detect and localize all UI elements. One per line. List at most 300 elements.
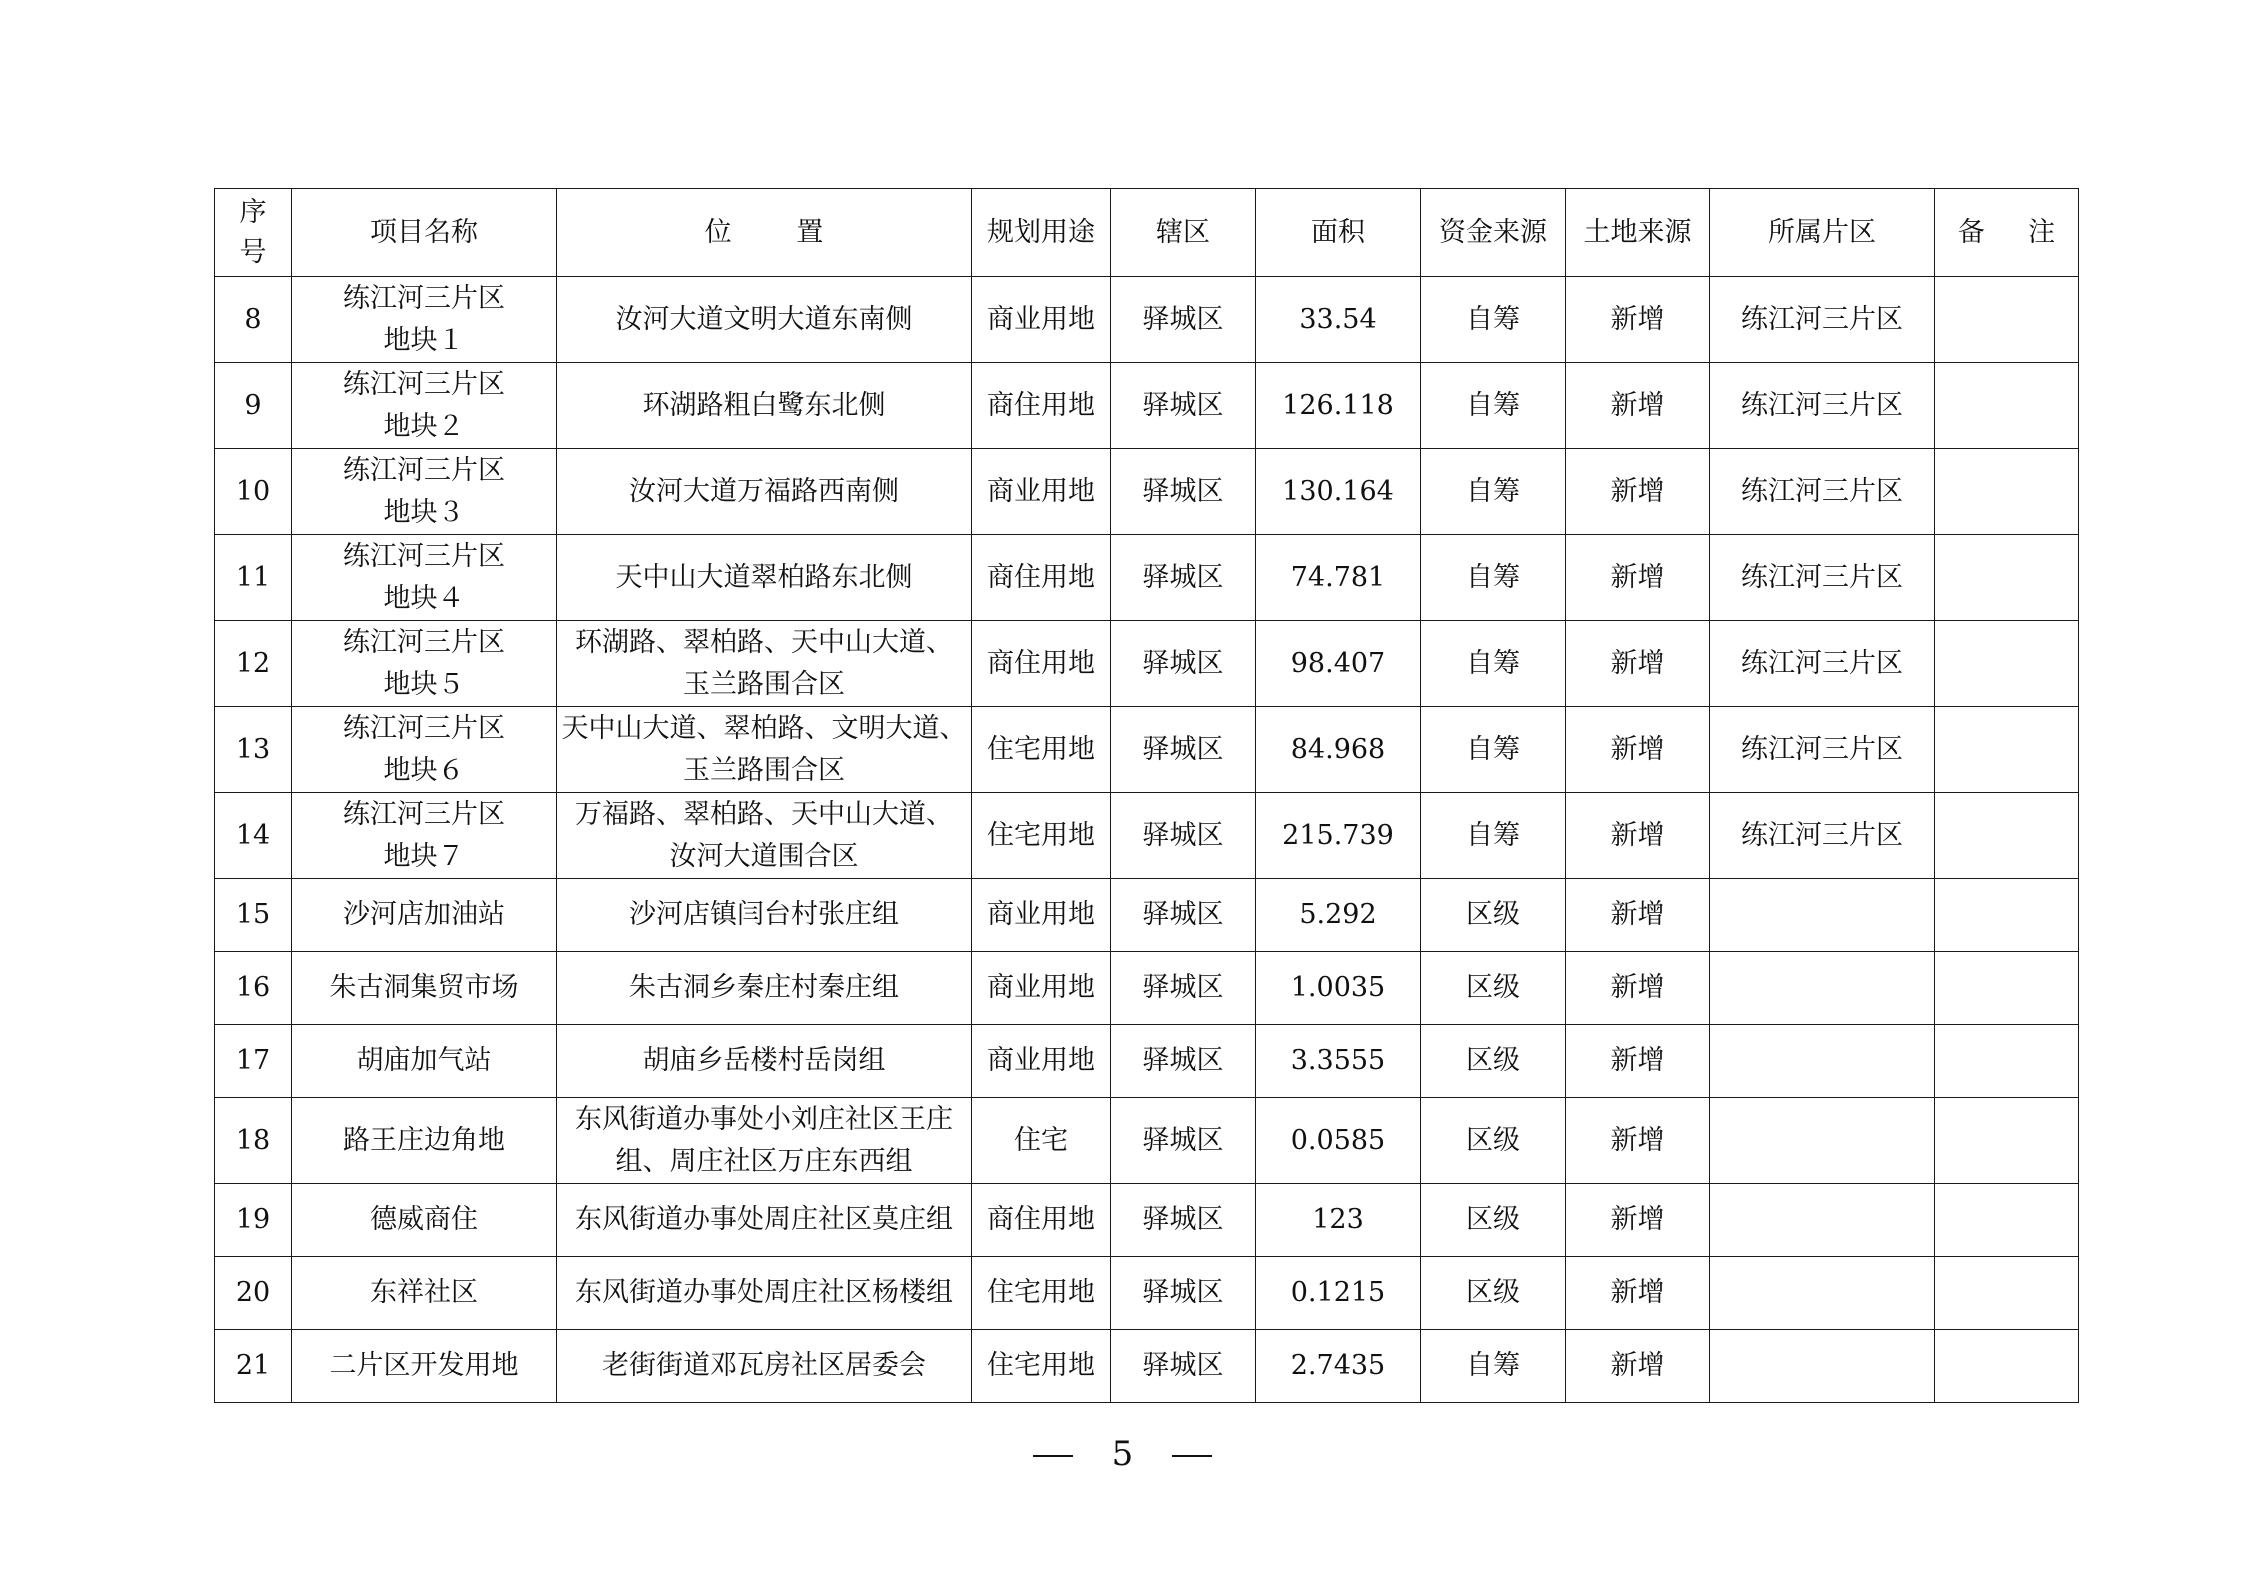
cell-zone	[1710, 1098, 1935, 1184]
cell-seq	[215, 1098, 292, 1184]
cell-land-text: 新增	[1610, 561, 1665, 593]
cell-land	[1566, 1184, 1710, 1257]
cell-land-text: 新增	[1610, 899, 1665, 930]
cell-location-line: 组、周庄社区万庄东西组	[615, 1145, 913, 1177]
header-remark	[1935, 189, 2099, 277]
cell-district-text: 驿城区	[1142, 972, 1224, 1003]
cell-location	[557, 707, 972, 793]
cell-usage	[972, 793, 1111, 879]
cell-district	[1111, 277, 1256, 363]
cell-usage-line: 商业用地	[987, 972, 1095, 1003]
cell-area-text: 74.781	[1290, 561, 1386, 593]
cell-usage-line: 住宅用地	[987, 819, 1095, 851]
cell-fund	[1421, 1098, 1566, 1184]
cell-fund	[1421, 1184, 1566, 1257]
cell-area-text: 0.1215	[1290, 1277, 1386, 1308]
cell-land-text: 新增	[1610, 819, 1665, 851]
cell-name-line: 地块３	[383, 496, 465, 528]
cell-zone	[1710, 1257, 1935, 1330]
cell-fund-text: 区级	[1466, 1277, 1520, 1308]
cell-name-line: 练江河三片区	[343, 712, 505, 744]
header-location	[557, 189, 972, 277]
table-row	[215, 1330, 2079, 1403]
cell-area	[1256, 363, 1421, 449]
cell-district	[1111, 449, 1256, 535]
cell-land	[1566, 1257, 1710, 1330]
cell-fund-text: 自筹	[1466, 819, 1520, 851]
cell-usage-line: 住宅	[1014, 1124, 1068, 1156]
cell-land-text: 新增	[1610, 647, 1665, 679]
cell-district	[1111, 1330, 1256, 1403]
cell-area-text: 123	[1312, 1204, 1364, 1235]
cell-zone	[1710, 363, 1935, 449]
cell-seq	[215, 535, 292, 621]
cell-area-text: 0.0585	[1290, 1124, 1386, 1156]
cell-name	[292, 1025, 557, 1098]
cell-remark	[1935, 535, 2079, 621]
cell-district-text: 驿城区	[1142, 1277, 1224, 1308]
cell-zone-text: 练江河三片区	[1741, 819, 1903, 851]
cell-area-text: 84.968	[1290, 733, 1386, 765]
land-project-table	[214, 188, 2099, 1403]
cell-area	[1256, 1025, 1421, 1098]
cell-area-text: 1.0035	[1290, 972, 1386, 1003]
cell-location-line: 玉兰路围合区	[683, 668, 845, 700]
cell-fund-text: 自筹	[1466, 303, 1520, 335]
cell-name-line: 地块５	[383, 668, 465, 700]
cell-district	[1111, 952, 1256, 1025]
cell-usage	[972, 535, 1111, 621]
cell-land-text: 新增	[1610, 972, 1665, 1003]
table-body	[215, 277, 2079, 1403]
cell-location-line: 环湖路粗白鹭东北侧	[642, 389, 886, 421]
cell-seq-text: 11	[235, 561, 271, 593]
cell-zone-text: 练江河三片区	[1741, 389, 1903, 421]
cell-name	[292, 879, 557, 952]
cell-zone	[1710, 1025, 1935, 1098]
cell-location-line: 天中山大道、翠柏路、文明大道、	[561, 712, 967, 744]
cell-name-line: 练江河三片区	[343, 626, 505, 658]
cell-name	[292, 449, 557, 535]
cell-location-line: 汝河大道文明大道东南侧	[615, 303, 913, 335]
cell-district	[1111, 1184, 1256, 1257]
cell-remark	[1935, 952, 2079, 1025]
cell-land-text: 新增	[1610, 1277, 1665, 1308]
cell-location	[557, 449, 972, 535]
cell-name-line: 沙河店加油站	[343, 899, 505, 930]
cell-location	[557, 1098, 972, 1184]
cell-land-text: 新增	[1610, 1350, 1665, 1381]
cell-seq-text: 10	[235, 475, 271, 507]
cell-area	[1256, 621, 1421, 707]
cell-fund-text: 自筹	[1466, 389, 1520, 421]
cell-zone	[1710, 1184, 1935, 1257]
cell-location	[557, 535, 972, 621]
header-remark-text: 备注	[1957, 216, 2099, 248]
page-number: 5	[1111, 1434, 1134, 1474]
cell-district-text: 驿城区	[1142, 389, 1224, 421]
table-row	[215, 1184, 2079, 1257]
cell-district-text: 驿城区	[1142, 733, 1224, 765]
cell-location-line: 汝河大道万福路西南侧	[629, 475, 899, 507]
footer-dash-left	[1033, 1455, 1073, 1457]
cell-land	[1566, 707, 1710, 793]
cell-usage-line: 商住用地	[987, 1204, 1095, 1235]
cell-seq-text: 9	[244, 389, 262, 421]
cell-fund-text: 自筹	[1466, 475, 1520, 507]
header-usage	[972, 189, 1111, 277]
cell-district-text: 驿城区	[1142, 899, 1224, 930]
cell-land-text: 新增	[1610, 1045, 1665, 1076]
cell-land-text: 新增	[1610, 1204, 1665, 1235]
cell-name	[292, 621, 557, 707]
cell-zone	[1710, 621, 1935, 707]
cell-land	[1566, 535, 1710, 621]
page-footer	[0, 1432, 2245, 1476]
header-area	[1256, 189, 1421, 277]
cell-location	[557, 952, 972, 1025]
cell-fund-text: 区级	[1466, 972, 1520, 1003]
header-seq	[215, 189, 292, 277]
cell-land	[1566, 621, 1710, 707]
cell-location-line: 汝河大道围合区	[669, 840, 859, 872]
cell-name	[292, 1184, 557, 1257]
cell-area-text: 130.164	[1282, 475, 1394, 507]
cell-name-line: 地块４	[383, 582, 465, 614]
header-district	[1111, 189, 1256, 277]
table-row	[215, 535, 2079, 621]
cell-seq	[215, 1184, 292, 1257]
cell-location	[557, 363, 972, 449]
cell-name-line: 胡庙加气站	[356, 1045, 492, 1076]
cell-seq-text: 17	[235, 1045, 271, 1076]
cell-name-line: 练江河三片区	[343, 454, 505, 486]
cell-usage	[972, 363, 1111, 449]
cell-usage	[972, 1257, 1111, 1330]
cell-area	[1256, 1184, 1421, 1257]
cell-seq	[215, 449, 292, 535]
cell-area	[1256, 1330, 1421, 1403]
cell-name-line: 练江河三片区	[343, 368, 505, 400]
cell-location	[557, 277, 972, 363]
table-row	[215, 707, 2079, 793]
cell-zone	[1710, 449, 1935, 535]
header-zone-text: 所属片区	[1768, 216, 1876, 248]
cell-district-text: 驿城区	[1142, 475, 1224, 507]
cell-remark	[1935, 793, 2079, 879]
cell-seq-text: 13	[235, 733, 271, 765]
cell-name	[292, 1330, 557, 1403]
cell-district-text: 驿城区	[1142, 303, 1224, 335]
cell-fund	[1421, 707, 1566, 793]
cell-district	[1111, 879, 1256, 952]
cell-remark	[1935, 1098, 2079, 1184]
header-land-text: 土地来源	[1583, 216, 1692, 248]
cell-usage	[972, 449, 1111, 535]
cell-fund-text: 自筹	[1466, 733, 1520, 765]
cell-usage	[972, 1330, 1111, 1403]
cell-name	[292, 793, 557, 879]
table-row	[215, 1098, 2079, 1184]
cell-remark	[1935, 1025, 2079, 1098]
cell-zone-text: 练江河三片区	[1741, 561, 1903, 593]
cell-usage-line: 商住用地	[987, 647, 1095, 679]
cell-fund	[1421, 621, 1566, 707]
cell-location-line: 东风街道办事处周庄社区莫庄组	[575, 1204, 953, 1235]
cell-usage	[972, 1184, 1111, 1257]
header-name-text: 项目名称	[370, 216, 478, 248]
cell-location-line: 胡庙乡岳楼村岳岗组	[642, 1045, 886, 1076]
cell-remark	[1935, 1257, 2079, 1330]
cell-name-line: 路王庄边角地	[343, 1124, 505, 1156]
cell-seq-text: 14	[235, 819, 271, 851]
cell-land-text: 新增	[1610, 1124, 1665, 1156]
cell-name-line: 地块６	[383, 754, 465, 786]
cell-name	[292, 1257, 557, 1330]
cell-usage-line: 住宅用地	[987, 733, 1095, 765]
cell-land	[1566, 1098, 1710, 1184]
cell-name	[292, 277, 557, 363]
cell-fund-text: 区级	[1466, 1124, 1520, 1156]
cell-usage	[972, 1025, 1111, 1098]
cell-land	[1566, 1025, 1710, 1098]
cell-land	[1566, 363, 1710, 449]
cell-usage-line: 商住用地	[987, 561, 1095, 593]
cell-name-line: 德威商住	[370, 1204, 478, 1235]
cell-zone	[1710, 707, 1935, 793]
cell-seq	[215, 621, 292, 707]
cell-location-line: 老街街道邓瓦房社区居委会	[602, 1350, 926, 1381]
cell-area	[1256, 879, 1421, 952]
cell-area	[1256, 952, 1421, 1025]
header-usage-text: 规划用途	[987, 216, 1095, 248]
cell-usage-line: 住宅用地	[987, 1277, 1095, 1308]
cell-name-line: 练江河三片区	[343, 540, 505, 572]
cell-district	[1111, 707, 1256, 793]
cell-fund	[1421, 363, 1566, 449]
cell-fund-text: 自筹	[1466, 647, 1520, 679]
table-row	[215, 1025, 2079, 1098]
cell-fund	[1421, 277, 1566, 363]
cell-seq	[215, 1257, 292, 1330]
cell-seq	[215, 793, 292, 879]
cell-name-line: 地块１	[383, 324, 465, 356]
cell-area-text: 33.54	[1299, 303, 1377, 335]
cell-fund	[1421, 879, 1566, 952]
header-district-text: 辖区	[1156, 216, 1210, 248]
cell-location-line: 环湖路、翠柏路、天中山大道、	[575, 626, 953, 658]
cell-district	[1111, 363, 1256, 449]
cell-usage	[972, 1098, 1111, 1184]
cell-land-text: 新增	[1610, 475, 1665, 507]
cell-remark	[1935, 1330, 2079, 1403]
cell-usage	[972, 621, 1111, 707]
cell-remark	[1935, 879, 2079, 952]
cell-usage-line: 住宅用地	[987, 1350, 1095, 1381]
cell-location	[557, 1257, 972, 1330]
table-row	[215, 879, 2079, 952]
cell-seq-text: 8	[244, 303, 262, 335]
table-row	[215, 952, 2079, 1025]
cell-name-line: 东祥社区	[370, 1277, 478, 1308]
cell-seq	[215, 1025, 292, 1098]
header-land	[1566, 189, 1710, 277]
cell-district-text: 驿城区	[1142, 647, 1224, 679]
cell-district	[1111, 1257, 1256, 1330]
header-name	[292, 189, 557, 277]
cell-name-line: 朱古洞集贸市场	[329, 972, 519, 1003]
cell-location	[557, 1184, 972, 1257]
cell-location-line: 玉兰路围合区	[683, 754, 845, 786]
cell-fund-text: 区级	[1466, 1045, 1520, 1076]
cell-land	[1566, 449, 1710, 535]
header-zone	[1710, 189, 1935, 277]
cell-district	[1111, 793, 1256, 879]
cell-district-text: 驿城区	[1142, 1350, 1224, 1381]
cell-zone	[1710, 952, 1935, 1025]
cell-name-line: 练江河三片区	[343, 282, 505, 314]
cell-seq	[215, 363, 292, 449]
cell-name	[292, 707, 557, 793]
cell-fund	[1421, 793, 1566, 879]
cell-location-line: 朱古洞乡秦庄村秦庄组	[629, 972, 899, 1003]
cell-zone	[1710, 277, 1935, 363]
cell-usage	[972, 707, 1111, 793]
cell-land	[1566, 1330, 1710, 1403]
cell-remark	[1935, 1184, 2079, 1257]
cell-location-line: 天中山大道翠柏路东北侧	[615, 561, 913, 593]
cell-location-line: 东风街道办事处小刘庄社区王庄	[575, 1103, 953, 1135]
cell-location	[557, 879, 972, 952]
cell-seq	[215, 879, 292, 952]
cell-area	[1256, 793, 1421, 879]
cell-name	[292, 1098, 557, 1184]
cell-area	[1256, 707, 1421, 793]
cell-seq-text: 19	[235, 1204, 271, 1235]
cell-district	[1111, 535, 1256, 621]
cell-location-line: 东风街道办事处周庄社区杨楼组	[575, 1277, 953, 1308]
cell-fund	[1421, 1025, 1566, 1098]
cell-fund	[1421, 449, 1566, 535]
cell-area-text: 126.118	[1282, 389, 1394, 421]
cell-area-text: 98.407	[1290, 647, 1386, 679]
cell-area	[1256, 449, 1421, 535]
cell-seq-text: 18	[235, 1124, 271, 1156]
cell-seq-text: 15	[235, 899, 271, 930]
cell-location	[557, 1025, 972, 1098]
cell-area-text: 215.739	[1282, 819, 1394, 851]
cell-usage	[972, 879, 1111, 952]
cell-zone-text: 练江河三片区	[1741, 303, 1903, 335]
cell-land	[1566, 277, 1710, 363]
cell-area-text: 3.3555	[1290, 1045, 1386, 1076]
cell-seq-text: 16	[235, 972, 271, 1003]
cell-zone	[1710, 879, 1935, 952]
table-row	[215, 793, 2079, 879]
cell-land-text: 新增	[1610, 303, 1665, 335]
cell-name	[292, 952, 557, 1025]
header-fund	[1421, 189, 1566, 277]
cell-zone	[1710, 535, 1935, 621]
cell-fund-text: 自筹	[1466, 561, 1520, 593]
header-fund-text: 资金来源	[1439, 216, 1547, 248]
cell-location	[557, 621, 972, 707]
cell-seq	[215, 952, 292, 1025]
cell-seq-text: 20	[235, 1277, 271, 1308]
cell-remark	[1935, 449, 2079, 535]
cell-fund	[1421, 952, 1566, 1025]
cell-district	[1111, 1025, 1256, 1098]
table-row	[215, 449, 2079, 535]
cell-area	[1256, 535, 1421, 621]
cell-land	[1566, 793, 1710, 879]
cell-usage-line: 商业用地	[987, 303, 1095, 335]
cell-name-line: 二片区开发用地	[329, 1350, 519, 1381]
table-header-row	[215, 189, 2079, 277]
cell-seq	[215, 707, 292, 793]
cell-district-text: 驿城区	[1142, 561, 1224, 593]
cell-district-text: 驿城区	[1142, 819, 1224, 851]
cell-usage-line: 商住用地	[987, 389, 1095, 421]
cell-seq	[215, 277, 292, 363]
cell-zone	[1710, 793, 1935, 879]
cell-seq-text: 12	[235, 647, 271, 679]
cell-location-line: 万福路、翠柏路、天中山大道、	[575, 798, 953, 830]
cell-fund-text: 区级	[1466, 899, 1520, 930]
table-row	[215, 621, 2079, 707]
cell-zone-text: 练江河三片区	[1741, 475, 1903, 507]
cell-area	[1256, 1098, 1421, 1184]
cell-seq-text: 21	[235, 1350, 271, 1381]
cell-district	[1111, 621, 1256, 707]
cell-usage	[972, 952, 1111, 1025]
cell-remark	[1935, 621, 2079, 707]
cell-fund	[1421, 1330, 1566, 1403]
cell-zone-text: 练江河三片区	[1741, 733, 1903, 765]
cell-fund-text: 自筹	[1466, 1350, 1520, 1381]
cell-name	[292, 535, 557, 621]
cell-land	[1566, 879, 1710, 952]
cell-district-text: 驿城区	[1142, 1204, 1224, 1235]
cell-remark	[1935, 277, 2079, 363]
cell-fund	[1421, 1257, 1566, 1330]
cell-district-text: 驿城区	[1142, 1045, 1224, 1076]
cell-remark	[1935, 363, 2079, 449]
table-row	[215, 277, 2079, 363]
cell-zone	[1710, 1330, 1935, 1403]
cell-land	[1566, 952, 1710, 1025]
table-row	[215, 363, 2079, 449]
cell-area	[1256, 1257, 1421, 1330]
cell-usage-line: 商业用地	[987, 1045, 1095, 1076]
cell-area	[1256, 277, 1421, 363]
cell-fund-text: 区级	[1466, 1204, 1520, 1235]
header-seq-text: 序号	[239, 196, 267, 268]
cell-location-line: 沙河店镇闫台村张庄组	[629, 899, 899, 930]
cell-name-line: 地块２	[383, 410, 465, 442]
footer-dash-right	[1172, 1455, 1212, 1457]
cell-fund	[1421, 535, 1566, 621]
cell-seq	[215, 1330, 292, 1403]
cell-location	[557, 793, 972, 879]
cell-usage	[972, 277, 1111, 363]
cell-name-line: 地块７	[383, 840, 465, 872]
header-area-text: 面积	[1311, 216, 1365, 248]
cell-land-text: 新增	[1610, 389, 1665, 421]
table-row	[215, 1257, 2079, 1330]
cell-zone-text: 练江河三片区	[1741, 647, 1903, 679]
cell-land-text: 新增	[1610, 733, 1665, 765]
